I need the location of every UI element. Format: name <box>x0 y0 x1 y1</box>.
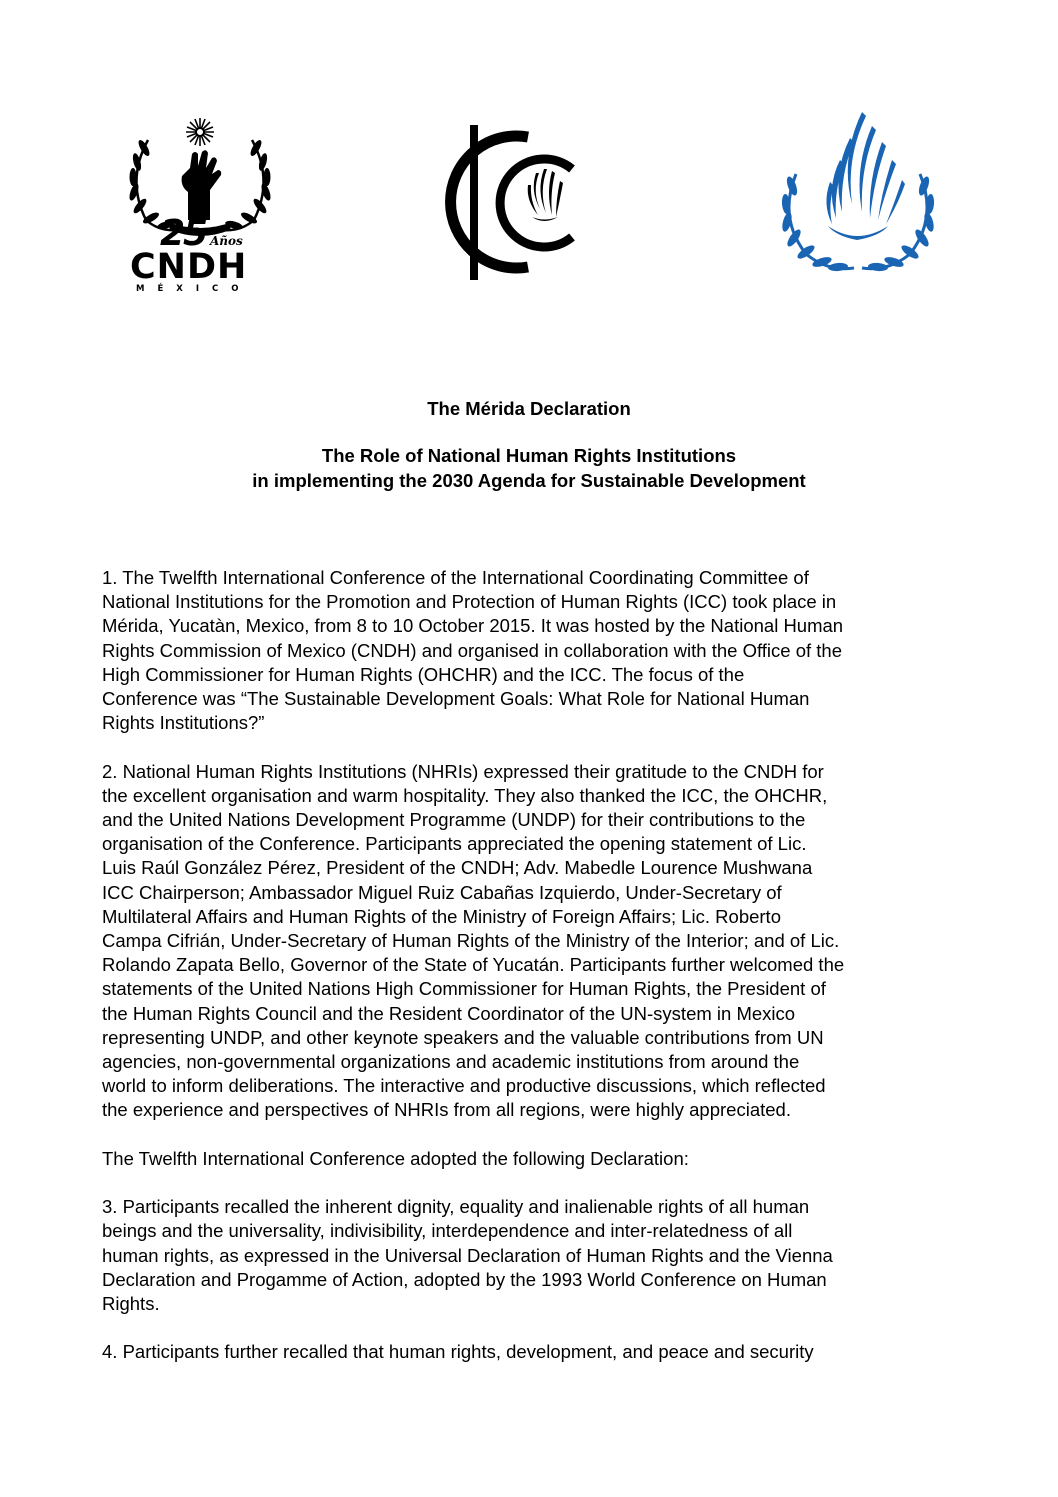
paragraph-adoption: The Twelfth International Conference adopted the following Declaration: <box>102 1147 689 1169</box>
document-body <box>102 566 972 1389</box>
document-subtitle <box>0 443 1058 493</box>
icc-emblem-icon <box>440 125 590 280</box>
cndh-country: MÉXICO <box>136 284 252 294</box>
cndh-number: 25 <box>160 213 207 254</box>
cndh-logo <box>118 110 278 295</box>
paragraph-4: 4. Participants further recalled that human rights, development, and peace and security <box>102 1341 814 1363</box>
un-flame-laurel-icon <box>770 108 945 288</box>
subtitle-line-2: in implementing the 2030 Agenda for Sustainable Development <box>252 470 806 491</box>
cndh-years-label: Años <box>210 234 243 248</box>
ohchr-logo <box>770 108 945 288</box>
cndh-acronym: CNDH <box>130 247 248 287</box>
paragraph-1: 1. The Twelfth International Conference of the International Coordinating Committee of National Institutions for the Promotion and Protection of Human Rights (ICC) took place in Mérida, Yucatàn, Mexico, from 8 to 10 October 2015. It was hosted by the National Human Rights Commission of Mexico (CNDH) and organised in collaboration with the Office of the High Commissioner for Human Rights (OHCHR) and the ICC. The focus of the Conference was “The Sustainable Development Goals: What Role for National Human Rights Institutions?” <box>102 567 844 734</box>
subtitle-line-1: The Role of National Human Rights Institutions <box>321 445 737 466</box>
paragraph-2: 2. National Human Rights Institutions (NHRIs) expressed their gratitude to the CNDH for the excellent organisation and warm hospitality. They also thanked the ICC, the OHCHR, and the United Nations Development Programme (UNDP) for their contributions to the organisation of the Conference. Participants appreciated the opening statement of Lic. Luis Raúl González Pérez, President of the CNDH; Adv. Mabedle Lourence Mushwana ICC Chairperson; Ambassador Miguel Ruiz Cabañas Izquierdo, Under-Secretary of Multilateral Affairs and Human Rights of the Ministry of Foreign Affairs; Lic. Roberto Campa Cifrián, Under-Secretary of Human Rights of the Ministry of the Interior; and of Lic. Rolando Zapata Bello, Governor of the State of Yucatán. Participants further welcomed the statements of the United Nations High Commissioner for Human Rights, the President of the Human Rights Council and the Resident Coordinator of the UN-system in Mexico representing UNDP, and other keynote speakers and the valuable contributions from UN agencies, non-governmental organizations and academic institutions from around the world to inform deliberations. The interactive and productive discussions, which reflected the experience and perspectives of NHRIs from all regions, were highly appreciated. <box>102 760 845 1121</box>
paragraph-3: 3. Participants recalled the inherent dignity, equality and inalienable rights of all human beings and the universality, indivisibility, interdependence and inter-relatedness of all human rights, as expressed in the Universal Declaration of Human Rights and the Vienna Declaration and Progamme of Action, adopted by the 1993 World Conference on Human Rights. <box>102 1196 833 1315</box>
icc-logo <box>440 125 590 280</box>
document-title: The Mérida Declaration <box>427 398 631 419</box>
